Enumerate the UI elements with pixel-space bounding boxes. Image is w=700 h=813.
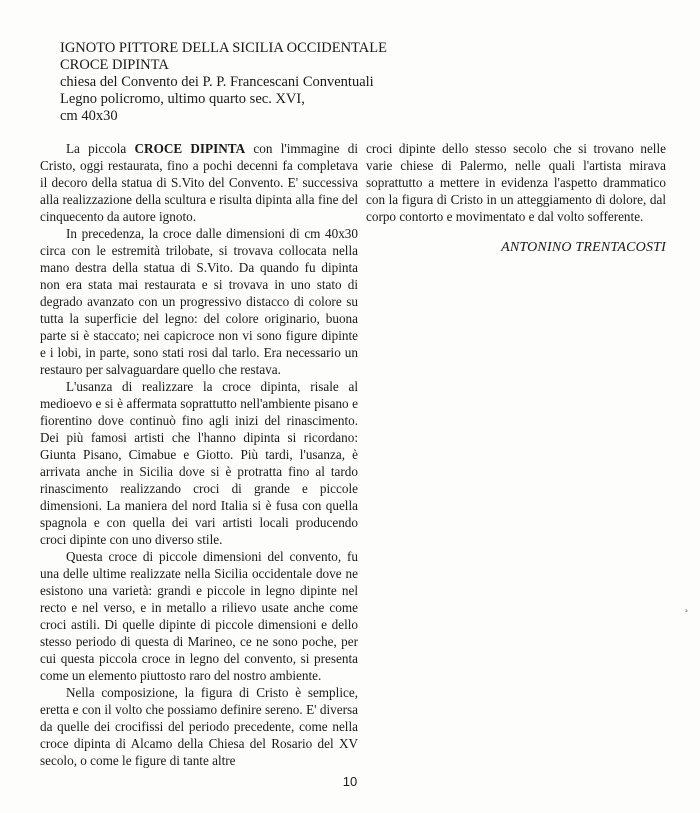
paragraph-convent-cross: Questa croce di piccole dimensioni del convento, fu una delle ultime realizzate nella Sicilia occidentale dove ne esistono una varietà: grandi e piccole in legno dipinte nel recto e nel verso, e in metallo a rilievo usate anche come croci astili. Di quelle dipinte di piccole dimensioni e dello stesso periodo di questa di Marineo, ce ne sono poche, per cui questa piccola croce in legno del convento, si presenta come un elemento piuttosto raro del nostro ambiente. (40, 549, 358, 683)
header-location: chiesa del Convento dei P. P. Francescani Conventuali (60, 74, 374, 90)
header-title: CROCE DIPINTA (60, 57, 169, 73)
intro-text-end: con l'immagine di Cristo, oggi restaurata, fino a pochi decenni fa completava il decoro della statua di S.Vito del Convento. E' successiva alla realizzazione della scultura e risulta dipinta alla fine del cinquecento da autore ignoto. (40, 141, 358, 224)
header-dimensions: cm 40x30 (60, 108, 118, 124)
scan-mark: ¸ (684, 598, 689, 613)
page-number: 10 (342, 774, 358, 789)
author-signature: ANTONINO TRENTACOSTI (501, 240, 666, 255)
paragraph-continuation: croci dipinte dello stesso secolo che si trovano nelle varie chiese di Palermo, nelle quali l'artista mirava soprattutto a mettere in evidenza l'aspetto drammatico con la figura di Cristo in un atteggiamento di dolore, dal corpo contorto e movimentato e dal volto sofferente. (366, 141, 666, 224)
left-column (40, 140, 358, 769)
paragraph-history: L'usanza di realizzare la croce dipinta, risale al medioevo e si è affermata soprattutto nell'ambiente pisano e fiorentino dove continuò fino agli inizi del rinascimento. Dei più famosi artisti che l'hanno dipinta si ricordano: Giunta Pisano, Cimabue e Giotto. Più tardi, l'usanza, è arrivata anche in Sicilia dove si è protratta fino al tardo rinascimento realizzando croci di grande e piccole dimensioni. La maniera del nord Italia si è fusa con quella spagnola e con quella dei vari artisti locali producendo croci dipinte con uno diverso stile. (40, 379, 358, 547)
paragraph-intro (40, 140, 358, 225)
document-header (60, 40, 387, 125)
right-column (366, 140, 666, 256)
header-author: IGNOTO PITTORE DELLA SICILIA OCCIDENTALE (60, 40, 387, 56)
header-material: Legno policromo, ultimo quarto sec. XVI, (60, 91, 305, 107)
intro-text-start: La piccola (66, 141, 135, 156)
intro-bold-title: CROCE DIPINTA (134, 141, 246, 156)
paragraph-composition: Nella composizione, la figura di Cristo è semplice, eretta e con il volto che possiamo definire sereno. E' diversa da quelle dei crocifissi del periodo precedente, come nella croce dipinta di Alcamo della Chiesa del Rosario del XV secolo, o come le figure di tante altre (40, 685, 358, 768)
paragraph-previous-state: In precedenza, la croce dalle dimensioni di cm 40x30 circa con le estremità trilobate, si trovava collocata nella mano destra della statua di S.Vito. Da quando fu dipinta non era stata mai restaurata e si trovava in uno stato di degrado avanzato con un progressivo distacco di colore su tutta la superficie del legno: del colore originario, buona parte si è staccato; nei capicroce non vi sono figure dipinte e i lobi, in parte, sono stati rosi dal tarlo. Era necessario un restauro per salvaguardare quello che restava. (40, 226, 358, 377)
